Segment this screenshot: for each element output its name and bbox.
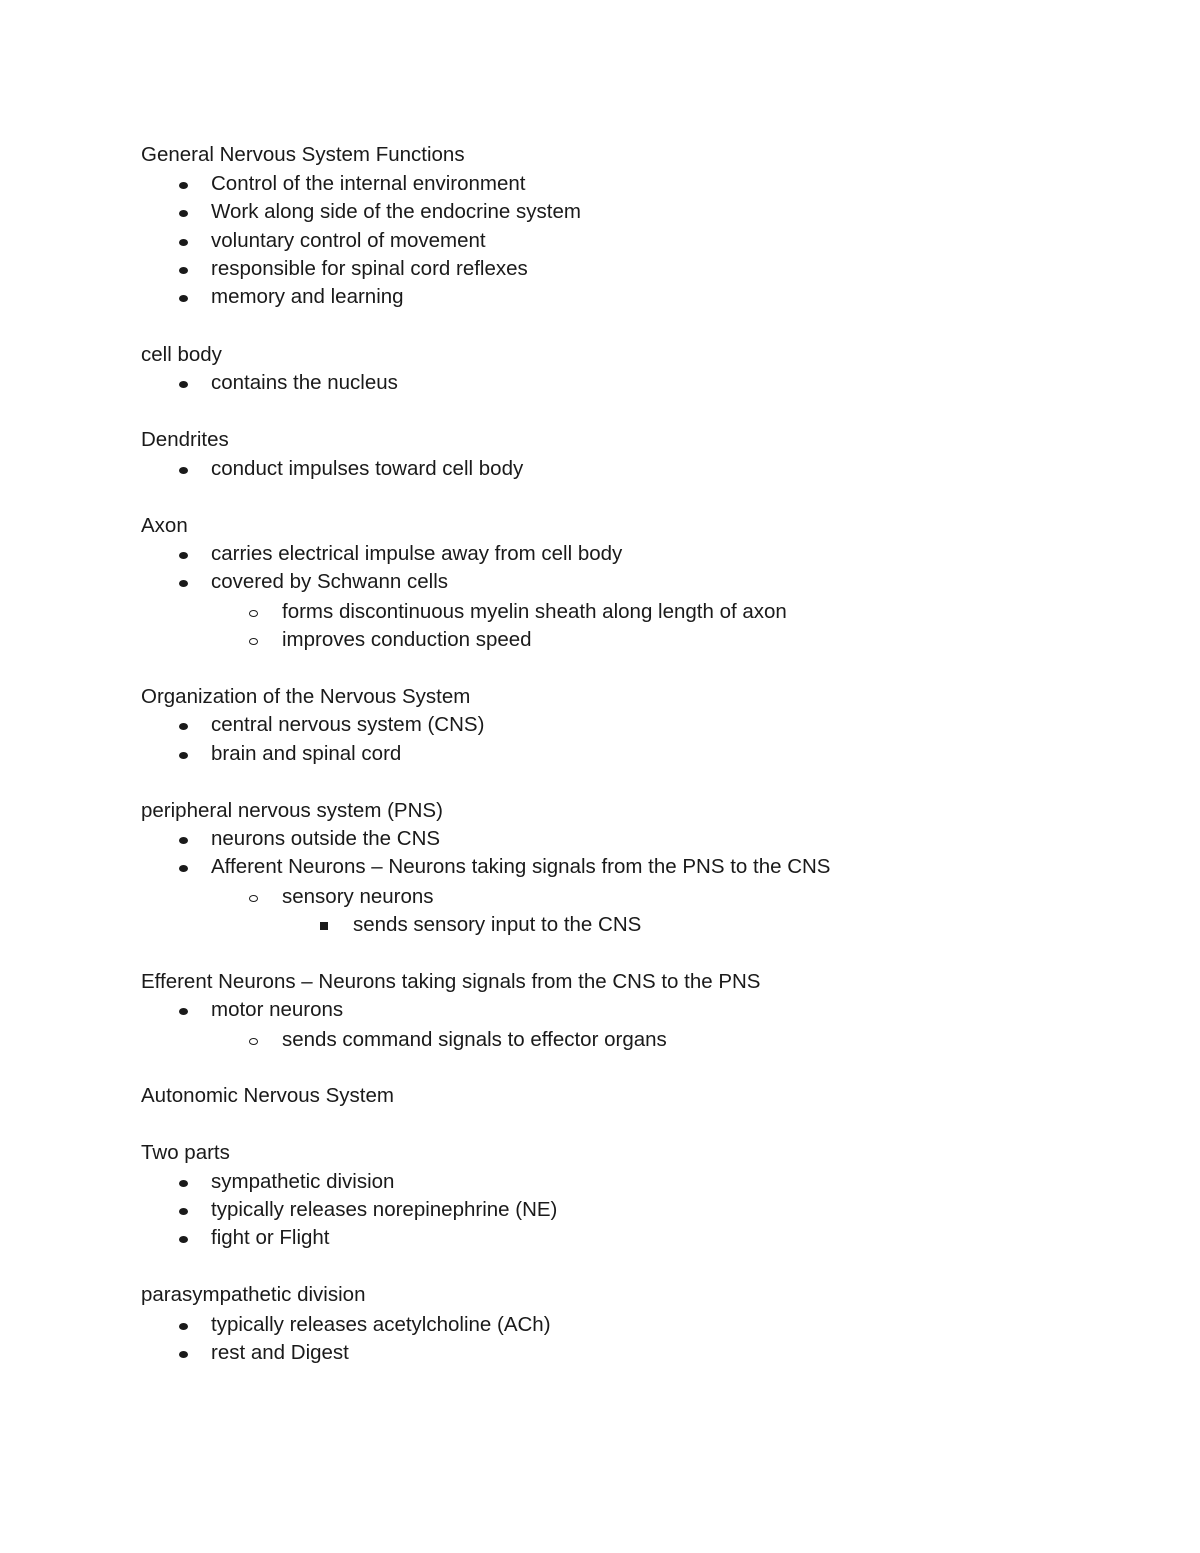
section-heading (0, 801, 1200, 825)
bullet-disc-icon (179, 1208, 188, 1215)
item-text: carries electrical impulse away from cell body (211, 542, 623, 565)
list-item (0, 572, 1200, 596)
list-item (0, 1228, 1200, 1252)
list-item (0, 259, 1200, 283)
section-heading (0, 345, 1200, 369)
heading-text: parasympathetic division (141, 1283, 366, 1306)
bullet-disc-icon (179, 381, 188, 388)
section-heading (0, 145, 1200, 169)
heading-text: Autonomic Nervous System (141, 1084, 394, 1107)
bullet-square-icon (320, 922, 328, 930)
bullet-disc-icon (179, 1008, 188, 1015)
item-text: rest and Digest (211, 1341, 349, 1364)
item-text: contains the nucleus (211, 371, 398, 394)
bullet-disc-icon (179, 1236, 188, 1243)
list-item (0, 202, 1200, 226)
item-text: voluntary control of movement (211, 229, 486, 252)
list-item (0, 915, 1200, 939)
heading-text: Efferent Neurons – Neurons taking signals from the CNS to the PNS (141, 970, 761, 993)
item-text: sensory neurons (282, 885, 434, 908)
list-item (0, 1200, 1200, 1224)
bullet-disc-icon (179, 580, 188, 587)
item-text: improves conduction speed (282, 628, 532, 651)
bullet-disc-icon (179, 1180, 188, 1187)
list-item (0, 857, 1200, 881)
bullet-disc-icon (179, 239, 188, 246)
heading-text: General Nervous System Functions (141, 143, 465, 166)
list-item (0, 744, 1200, 768)
heading-text: Two parts (141, 1141, 230, 1164)
list-item (0, 602, 1200, 626)
heading-text: Organization of the Nervous System (141, 685, 471, 708)
bullet-disc-icon (179, 1323, 188, 1330)
bullet-disc-icon (179, 267, 188, 274)
bullet-circle-icon (249, 638, 258, 645)
list-item (0, 544, 1200, 568)
item-text: Control of the internal environment (211, 172, 526, 195)
heading-text: Axon (141, 514, 188, 537)
bullet-disc-icon (179, 723, 188, 730)
item-text: Afferent Neurons – Neurons taking signals from the PNS to the CNS (211, 855, 831, 878)
bullet-disc-icon (179, 752, 188, 759)
bullet-circle-icon (249, 610, 258, 617)
bullet-disc-icon (179, 1351, 188, 1358)
item-text: neurons outside the CNS (211, 827, 441, 850)
heading-text: peripheral nervous system (PNS) (141, 799, 443, 822)
item-text: typically releases acetylcholine (ACh) (211, 1313, 551, 1336)
bullet-disc-icon (179, 552, 188, 559)
list-item (0, 887, 1200, 911)
bullet-disc-icon (179, 837, 188, 844)
item-text: sends command signals to effector organs (282, 1028, 667, 1051)
item-text: brain and spinal cord (211, 742, 402, 765)
section-heading (0, 516, 1200, 540)
section-heading (0, 1143, 1200, 1167)
item-text: memory and learning (211, 285, 404, 308)
section-heading (0, 430, 1200, 454)
list-item (0, 174, 1200, 198)
bullet-disc-icon (179, 865, 188, 872)
item-text: responsible for spinal cord reflexes (211, 257, 528, 280)
section-heading (0, 1285, 1200, 1309)
list-item (0, 1030, 1200, 1054)
item-text: central nervous system (CNS) (211, 713, 485, 736)
list-item (0, 829, 1200, 853)
item-text: sends sensory input to the CNS (353, 913, 642, 936)
item-text: typically releases norepinephrine (NE) (211, 1198, 558, 1221)
bullet-disc-icon (179, 467, 188, 474)
item-text: conduct impulses toward cell body (211, 457, 524, 480)
bullet-disc-icon (179, 182, 188, 189)
section-heading (0, 972, 1200, 996)
list-item (0, 630, 1200, 654)
item-text: covered by Schwann cells (211, 570, 449, 593)
list-item (0, 715, 1200, 739)
section-heading (0, 687, 1200, 711)
item-text: motor neurons (211, 998, 344, 1021)
list-item (0, 287, 1200, 311)
list-item (0, 1172, 1200, 1196)
section-heading (0, 1086, 1200, 1110)
bullet-circle-icon (249, 1038, 258, 1045)
item-text: fight or Flight (211, 1226, 330, 1249)
list-item (0, 1343, 1200, 1367)
heading-text: Dendrites (141, 428, 229, 451)
bullet-disc-icon (179, 295, 188, 302)
bullet-disc-icon (179, 210, 188, 217)
bullet-circle-icon (249, 895, 258, 902)
list-item (0, 459, 1200, 483)
heading-text: cell body (141, 343, 222, 366)
list-item (0, 373, 1200, 397)
list-item (0, 1000, 1200, 1024)
item-text: forms discontinuous myelin sheath along length of axon (282, 600, 787, 623)
item-text: Work along side of the endocrine system (211, 200, 581, 223)
list-item (0, 231, 1200, 255)
item-text: sympathetic division (211, 1170, 395, 1193)
list-item (0, 1315, 1200, 1339)
